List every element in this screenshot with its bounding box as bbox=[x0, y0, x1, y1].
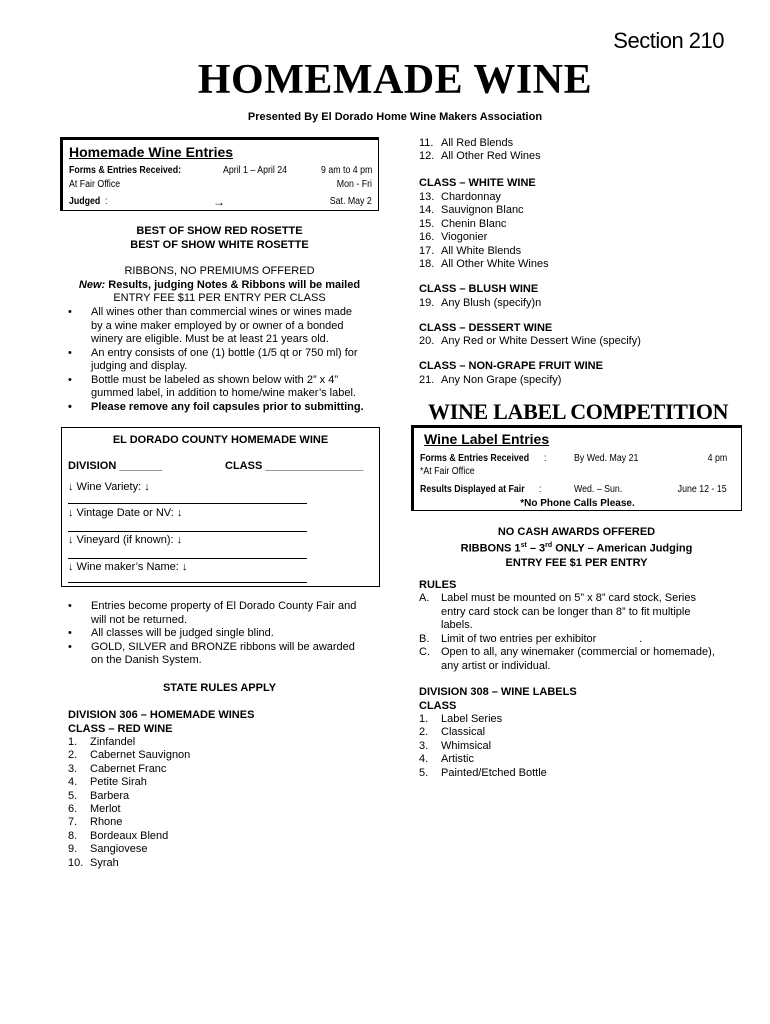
item-text: All Other White Wines bbox=[441, 258, 549, 271]
entries-bullets bbox=[61, 600, 391, 668]
item-number: 19. bbox=[419, 297, 435, 309]
item-text: All Other Red Wines bbox=[441, 150, 541, 163]
new-text: Results, judging Notes & Ribbons will be mailed bbox=[105, 278, 361, 291]
presented-by: Presented By El Dorado Home Wine Makers Association bbox=[247, 111, 543, 123]
item-number: 21. bbox=[419, 374, 435, 386]
item-text: Any Red or White Dessert Wine (specify) bbox=[441, 335, 641, 347]
entries-info-box bbox=[60, 137, 379, 211]
label-awards bbox=[411, 525, 742, 570]
judged-colon: : bbox=[104, 196, 108, 207]
item-text: Viogonier bbox=[441, 231, 488, 244]
list-item bbox=[68, 749, 190, 762]
item-text: Cabernet Franc bbox=[90, 762, 167, 775]
list-item bbox=[68, 843, 190, 856]
rule-text: Limit of two entries per exhibitor . bbox=[441, 632, 643, 645]
red-wine-list bbox=[68, 736, 190, 870]
item-text: Classical bbox=[441, 726, 486, 739]
item-number: 3. bbox=[68, 762, 78, 775]
rule-text: entry card stock can be longer than 8” to fit multiple bbox=[441, 605, 691, 618]
division-308 bbox=[419, 686, 577, 713]
forms-location: At Fair Office bbox=[69, 179, 121, 190]
forms-colon: : bbox=[178, 165, 182, 176]
label-entry-fee: ENTRY FEE $1 PER ENTRY bbox=[505, 556, 648, 569]
rule-letter: B. bbox=[419, 632, 430, 645]
section-number: Section 210 bbox=[613, 28, 724, 53]
red-class-title: CLASS – RED WINE bbox=[68, 722, 173, 735]
rule-item bbox=[419, 646, 715, 673]
item-text: Sangiovese bbox=[90, 843, 148, 856]
list-item bbox=[419, 218, 549, 231]
no-cash: NO CASH AWARDS OFFERED bbox=[497, 526, 656, 538]
item-text: Any Blush (specify)n bbox=[441, 297, 542, 309]
label-forms-time: 4 pm bbox=[707, 453, 727, 464]
vintage-field: ↓ Vintage Date or NV: ↓ bbox=[68, 507, 183, 519]
list-item bbox=[68, 816, 190, 829]
item-text: Sauvignon Blanc bbox=[441, 204, 524, 217]
list-item bbox=[419, 374, 561, 387]
item-number: 1. bbox=[68, 736, 78, 748]
list-item bbox=[419, 753, 547, 766]
list-item bbox=[419, 767, 547, 780]
list-item bbox=[68, 830, 190, 843]
judged-label: Judged bbox=[69, 196, 101, 207]
list-item bbox=[419, 204, 549, 217]
blush-wine-list bbox=[419, 297, 541, 310]
state-rules: STATE RULES APPLY bbox=[162, 682, 277, 694]
division-306-title: DIVISION 306 – HOMEMADE WINES bbox=[68, 709, 255, 721]
entries-box-heading: Homemade Wine Entries bbox=[69, 144, 234, 160]
item-text: Chardonnay bbox=[441, 191, 501, 203]
item-text: Rhone bbox=[90, 816, 123, 829]
list-item bbox=[68, 736, 190, 749]
item-number: 20. bbox=[419, 335, 435, 347]
list-item bbox=[419, 231, 549, 244]
item-number: 4. bbox=[419, 753, 429, 766]
list-item bbox=[419, 191, 549, 204]
list-item: • All wines other than commercial wines or wines made by a wine maker employed by or owner of a bonded winery are eligible. Must be at least 21 years old. bbox=[61, 306, 391, 347]
list-item: • GOLD, SILVER and BRONZE ribbons will be awarded on the Danish System. bbox=[61, 641, 391, 668]
rule-text: labels. bbox=[441, 619, 473, 631]
new-label: New: bbox=[78, 278, 106, 291]
label-class-list bbox=[419, 713, 547, 780]
forms-days: Mon - Fri bbox=[336, 179, 372, 190]
forms-received-label: Forms & Entries Received bbox=[69, 165, 179, 176]
label-rules-list bbox=[419, 592, 715, 673]
new-line bbox=[60, 279, 379, 293]
item-number: 3. bbox=[419, 739, 429, 752]
blush-class-title: CLASS – BLUSH WINE bbox=[419, 283, 539, 295]
list-item: • Entries become property of El Dorado County Fair and will not be returned. bbox=[61, 600, 391, 627]
rosette-red: BEST OF SHOW RED ROSETTE bbox=[136, 225, 303, 237]
sample-label-heading: EL DORADO COUNTY HOMEMADE WINE bbox=[112, 434, 329, 446]
list-item bbox=[68, 790, 190, 803]
rule-letter: C. bbox=[419, 646, 430, 658]
item-number: 16. bbox=[419, 231, 435, 244]
item-number: 13. bbox=[419, 191, 435, 203]
label-box-heading: Wine Label Entries bbox=[424, 431, 550, 447]
dessert-wine-list bbox=[419, 335, 641, 348]
item-text: Bordeaux Blend bbox=[90, 829, 169, 842]
results-label: Results Displayed at Fair bbox=[420, 484, 525, 495]
vineyard-line bbox=[68, 558, 307, 559]
item-number: 2. bbox=[68, 749, 78, 762]
label-forms-label: Forms & Entries Received bbox=[420, 453, 530, 464]
judged-date: Sat. May 2 bbox=[329, 196, 372, 207]
list-item bbox=[419, 297, 541, 310]
list-item: • Bottle must be labeled as shown below with 2” x 4” gummed label, in addition to home/wine maker’s label. bbox=[61, 374, 391, 401]
division-field: DIVISION _______ bbox=[68, 460, 163, 472]
red-wine-list-continued bbox=[419, 137, 541, 164]
item-number: 6. bbox=[68, 803, 78, 816]
item-text: Merlot bbox=[90, 803, 121, 816]
rule-text: Open to all, any winemaker (commercial or homemade), bbox=[441, 646, 715, 658]
forms-received-row bbox=[69, 165, 196, 176]
label-forms-colon: : bbox=[543, 453, 547, 464]
item-text: Zinfandel bbox=[90, 736, 136, 748]
sample-label-box bbox=[61, 427, 380, 587]
variety-line bbox=[68, 503, 307, 504]
item-text: Barbera bbox=[90, 789, 130, 802]
list-item bbox=[419, 726, 547, 739]
item-number: 5. bbox=[419, 766, 429, 779]
item-number: 7. bbox=[68, 816, 78, 829]
list-item bbox=[419, 150, 541, 163]
dessert-class-title: CLASS – DESSERT WINE bbox=[419, 322, 553, 334]
rules-heading: RULES bbox=[419, 579, 457, 591]
results-dates: June 12 - 15 bbox=[678, 484, 727, 495]
item-text: Chenin Blanc bbox=[441, 217, 507, 230]
item-text: Whimsical bbox=[441, 739, 492, 752]
forms-time: 9 am to 4 pm bbox=[320, 165, 372, 176]
item-text: Any Non Grape (specify) bbox=[441, 374, 562, 386]
list-item: • An entry consists of one (1) bottle (1/5 qt or 750 ml) for judging and display. bbox=[61, 347, 391, 374]
item-text: Artistic bbox=[441, 753, 474, 766]
list-item bbox=[68, 763, 190, 776]
item-number: 4. bbox=[68, 776, 78, 789]
vineyard-field: ↓ Vineyard (if known): ↓ bbox=[68, 534, 183, 546]
division-306 bbox=[68, 709, 254, 736]
item-text: Petite Sirah bbox=[90, 776, 147, 789]
item-number: 12. bbox=[419, 150, 435, 163]
rule-item bbox=[419, 592, 715, 633]
rule-text: Label must be mounted on 5” x 8” card stock, Series bbox=[441, 592, 696, 604]
judged-arrow: → bbox=[213, 195, 225, 209]
white-wine-list bbox=[419, 191, 549, 271]
rule-letter: A. bbox=[419, 592, 430, 604]
nongrape-class-title: CLASS – NON-GRAPE FRUIT WINE bbox=[419, 360, 603, 372]
item-number: 14. bbox=[419, 204, 435, 217]
item-number: 5. bbox=[68, 789, 78, 802]
item-text: Label Series bbox=[441, 713, 503, 725]
item-number: 9. bbox=[68, 843, 78, 856]
label-entries-box bbox=[411, 425, 742, 511]
no-phone: *No Phone Calls Please. bbox=[520, 498, 635, 509]
rosette-white: BEST OF SHOW WHITE ROSETTE bbox=[130, 239, 309, 251]
white-class-title: CLASS – WHITE WINE bbox=[419, 177, 536, 189]
rule-text: any artist or individual. bbox=[441, 659, 551, 672]
item-number: 15. bbox=[419, 217, 435, 230]
list-item bbox=[419, 245, 549, 258]
item-number: 17. bbox=[419, 244, 435, 257]
wine-label-title: WINE LABEL COMPETITION bbox=[428, 399, 729, 424]
item-number: 8. bbox=[68, 829, 78, 842]
item-text: All White Blends bbox=[441, 244, 522, 257]
ribbons-block bbox=[60, 265, 379, 306]
label-forms-location: *At Fair Office bbox=[420, 466, 475, 477]
maker-field: ↓ Wine maker’s Name: ↓ bbox=[68, 561, 188, 573]
item-number: 10. bbox=[68, 856, 84, 869]
ribbons-judging: RIBBONS 1st – 3rd ONLY – American Judging bbox=[460, 542, 693, 555]
item-number: 1. bbox=[419, 713, 429, 725]
variety-field: ↓ Wine Variety: ↓ bbox=[68, 481, 150, 493]
item-text: Cabernet Sauvignon bbox=[90, 749, 191, 762]
list-item: • All classes will be judged single blind. bbox=[61, 627, 391, 641]
list-item bbox=[419, 335, 641, 348]
forms-dates: April 1 – April 24 bbox=[223, 165, 288, 176]
list-item bbox=[419, 740, 547, 753]
nongrape-wine-list bbox=[419, 374, 561, 387]
rosettes bbox=[60, 224, 379, 252]
label-class-heading: CLASS bbox=[419, 699, 457, 712]
list-item bbox=[68, 776, 190, 789]
vintage-line bbox=[68, 531, 307, 532]
list-item bbox=[419, 137, 541, 150]
list-item: • Please remove any foil capsules prior to submitting. bbox=[61, 401, 391, 415]
list-item bbox=[68, 803, 190, 816]
item-number: 18. bbox=[419, 258, 435, 271]
label-forms-date: By Wed. May 21 bbox=[574, 453, 639, 464]
rules-bullets bbox=[61, 306, 391, 414]
item-number: 2. bbox=[419, 726, 429, 739]
maker-line bbox=[68, 582, 307, 583]
results-days: Wed. – Sun. bbox=[574, 484, 623, 495]
entry-fee: ENTRY FEE $11 PER ENTRY PER CLASS bbox=[113, 292, 326, 304]
class-field: CLASS ________________ bbox=[225, 460, 364, 472]
item-text: Syrah bbox=[90, 856, 119, 869]
ribbons-line: RIBBONS, NO PREMIUMS OFFERED bbox=[124, 265, 315, 277]
rule-item bbox=[419, 633, 715, 647]
list-item bbox=[68, 857, 190, 870]
item-number: 11. bbox=[419, 137, 434, 149]
results-colon: : bbox=[538, 484, 542, 495]
list-item bbox=[419, 713, 547, 726]
list-item bbox=[419, 258, 549, 271]
division-308-title: DIVISION 308 – WINE LABELS bbox=[419, 686, 577, 698]
page-title: HOMEMADE WINE bbox=[197, 57, 593, 103]
item-text: All Red Blends bbox=[441, 137, 514, 149]
item-text: Painted/Etched Bottle bbox=[441, 766, 547, 779]
